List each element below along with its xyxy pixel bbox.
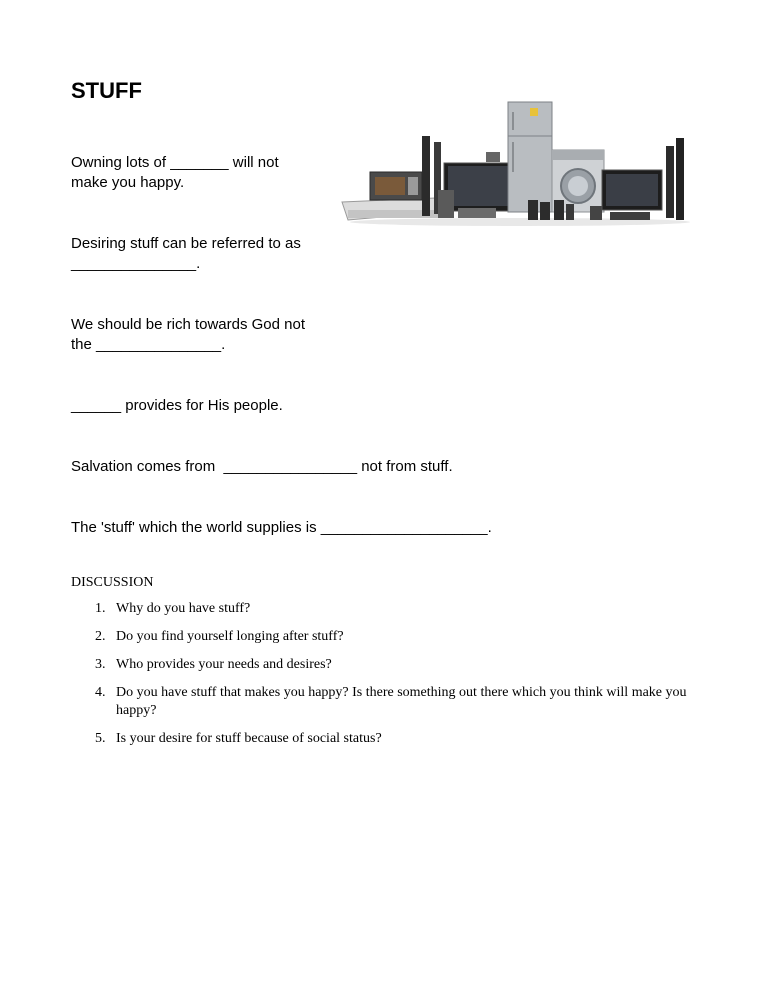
discussion-item-number: 4. (95, 685, 106, 700)
discussion-item-text: Why do you have stuff? (116, 601, 251, 616)
discussion-item-text: Who provides your needs and desires? (116, 657, 332, 672)
fill-in-question-1: Owning lots of _______ will not make you happy. (71, 154, 279, 191)
refrigerator-handle-top (512, 112, 514, 130)
refrigerator (508, 102, 552, 212)
discussion-item-text: Is your desire for stuff because of social status? (116, 731, 382, 746)
microwave-window (375, 177, 405, 195)
small-speaker-1 (528, 200, 538, 220)
microwave-panel (408, 177, 418, 195)
small-speaker-4 (566, 204, 574, 220)
washing-panel (552, 150, 604, 160)
discussion-item-number: 2. (95, 629, 106, 644)
fill-in-question-4: ______ provides for His people. (71, 397, 283, 414)
refrigerator-handle-bottom (512, 142, 514, 172)
discussion-item-number: 1. (95, 601, 106, 616)
discussion-item-text: Do you find yourself longing after stuff? (116, 629, 344, 644)
speaker-right-1 (666, 146, 674, 218)
discussion-item (71, 656, 691, 674)
discussion-item (71, 628, 691, 646)
small-device (486, 152, 500, 162)
speaker-right-2 (676, 138, 684, 220)
tv-right-screen (606, 174, 658, 206)
washing-glass (568, 176, 588, 196)
fill-in-question-6: The 'stuff' which the world supplies is ____________________. (71, 519, 492, 536)
fill-in-question-3: We should be rich towards God not the _______________. (71, 316, 306, 353)
small-speaker-5 (590, 206, 602, 220)
subwoofer-left (438, 190, 454, 218)
center-speaker (458, 208, 496, 218)
page-title: STUFF (71, 78, 142, 103)
small-speaker-2 (540, 202, 550, 220)
discussion-item-text: Do you have stuff that makes you happy? Is there something out there which you think will make you happy? (116, 685, 687, 718)
speaker-left-1 (422, 136, 430, 216)
dvd-right (610, 212, 650, 220)
refrigerator-logo (530, 108, 538, 116)
discussion-list (71, 600, 691, 758)
fill-in-question-5: Salvation comes from ________________ not from stuff. (71, 458, 453, 475)
discussion-item (71, 730, 691, 748)
discussion-heading: DISCUSSION (71, 575, 154, 590)
appliances-image (340, 100, 690, 226)
discussion-item-number: 5. (95, 731, 106, 746)
discussion-item-number: 3. (95, 657, 106, 672)
discussion-item (71, 600, 691, 618)
small-speaker-3 (554, 200, 564, 220)
discussion-item (71, 684, 691, 720)
fill-in-question-2: Desiring stuff can be referred to as _______________. (71, 235, 301, 272)
